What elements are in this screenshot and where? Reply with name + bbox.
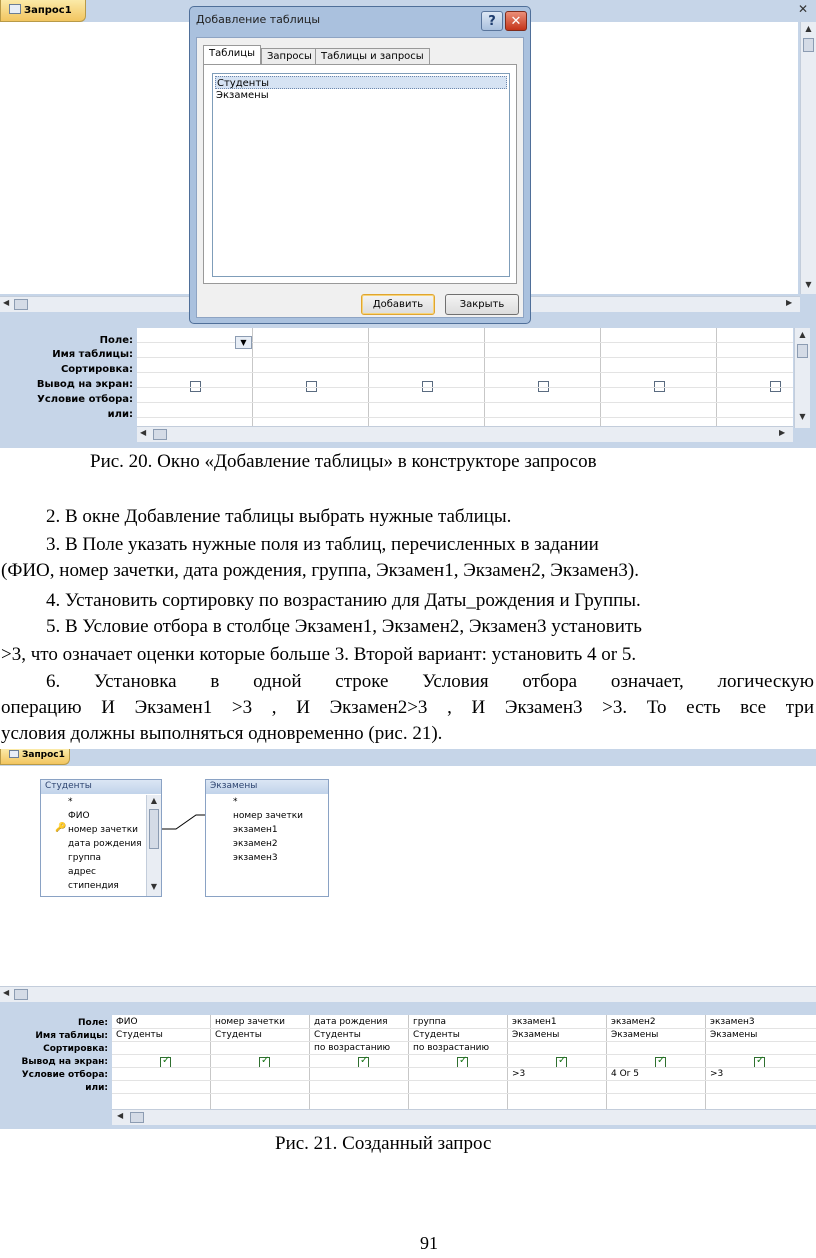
label-criteria: Условие отбора: xyxy=(37,394,133,405)
tab-queries[interactable]: Запросы xyxy=(261,48,318,65)
paragraph-4: 4. Установить сортировку по возрастанию для Даты_рождения и Группы. xyxy=(46,590,641,611)
field-item[interactable]: экзамен2 xyxy=(233,839,278,849)
scroll-left-icon[interactable]: ◀ xyxy=(3,298,10,307)
label-show: Вывод на экран: xyxy=(36,379,133,390)
list-item[interactable]: Экзамены xyxy=(216,90,269,101)
label-sort: Сортировка: xyxy=(43,1044,108,1054)
field-item[interactable]: ФИО xyxy=(68,811,90,821)
grid-row-divider xyxy=(137,417,793,418)
students-table-title[interactable]: Студенты xyxy=(41,780,161,794)
query-icon xyxy=(9,4,21,14)
grid-column-exam3[interactable] xyxy=(706,1015,816,1109)
paragraph-3-line-1: 3. В Поле указать нужные поля из таблиц, перечисленных в задании xyxy=(46,534,599,555)
field-cell[interactable]: группа xyxy=(413,1017,447,1027)
help-button[interactable]: ? xyxy=(481,11,503,31)
exams-table-box[interactable] xyxy=(205,779,329,897)
field-dropdown-icon[interactable]: ▼ xyxy=(235,336,252,349)
field-cell[interactable]: дата рождения xyxy=(314,1017,388,1027)
paragraph-5-line-1: 5. В Условие отбора в столбце Экзамен1, Экзамен2, Экзамен3 установить xyxy=(46,616,642,637)
grid-column-fio[interactable] xyxy=(112,1015,211,1109)
figure-21-caption: Рис. 21. Созданный запрос xyxy=(275,1133,492,1154)
sort-cell[interactable]: по возрастанию xyxy=(314,1043,391,1053)
scroll-up-icon[interactable]: ▲ xyxy=(805,24,812,33)
grid-row-divider xyxy=(112,1067,816,1068)
criteria-cell[interactable]: >3 xyxy=(512,1069,526,1079)
label-criteria: Условие отбора: xyxy=(21,1070,108,1080)
query-document-tab[interactable] xyxy=(0,0,86,22)
paragraph-5-line-2: >3, что означает оценки которые больше 3. Второй вариант: установить 4 or 5. xyxy=(1,644,637,665)
close-document-icon[interactable]: ✕ xyxy=(797,2,808,16)
hscroll-thumb[interactable] xyxy=(153,429,167,440)
label-field: Поле: xyxy=(77,1018,108,1028)
field-cell[interactable]: номер зачетки xyxy=(215,1017,285,1027)
hscroll-thumb[interactable] xyxy=(14,299,28,310)
paragraph-6-line-1: 6. Установка в одной строке Условия отбора означает, логическую xyxy=(46,671,814,692)
paragraph-2: 2. В окне Добавление таблицы выбрать нужные таблицы. xyxy=(46,506,512,527)
scroll-left-icon[interactable]: ◀ xyxy=(117,1111,124,1120)
hscroll-thumb[interactable] xyxy=(130,1112,144,1123)
field-cell[interactable]: экзамен3 xyxy=(710,1017,755,1027)
table-cell[interactable]: Экзамены xyxy=(512,1030,560,1040)
grid-row-divider xyxy=(112,1028,816,1029)
grid-column-record-book[interactable] xyxy=(211,1015,310,1109)
grid-horizontal-scrollbar[interactable] xyxy=(112,1109,816,1125)
paragraph-3-line-2: (ФИО, номер зачетки, дата рождения, группа, Экзамен1, Экзамен2, Экзамен3). xyxy=(1,560,639,581)
scroll-down-icon[interactable]: ▼ xyxy=(150,882,158,891)
grid-vertical-scrollbar[interactable] xyxy=(794,328,810,428)
field-item[interactable]: * xyxy=(68,797,73,807)
hscroll-thumb[interactable] xyxy=(14,989,28,1000)
query-icon xyxy=(9,750,19,758)
field-cell[interactable]: экзамен1 xyxy=(512,1017,557,1027)
dialog-close-button[interactable]: ✕ xyxy=(505,11,527,31)
table-cell[interactable]: Экзамены xyxy=(611,1030,659,1040)
scroll-down-icon[interactable]: ▼ xyxy=(805,280,812,289)
label-sort: Сортировка: xyxy=(60,364,133,375)
table-list[interactable] xyxy=(212,73,510,277)
paragraph-6-line-3: условия должны выполняться одновременно (рис. 21). xyxy=(1,723,443,744)
grid-column-exam1[interactable] xyxy=(508,1015,607,1109)
field-item[interactable]: номер зачетки xyxy=(68,825,138,835)
grid-row-divider xyxy=(137,357,793,358)
exams-table-title[interactable]: Экзамены xyxy=(206,780,328,794)
scroll-left-icon[interactable]: ◀ xyxy=(140,428,147,437)
field-item[interactable]: стипендия xyxy=(68,881,119,891)
dialog-title: Добавление таблицы xyxy=(196,13,321,26)
criteria-cell[interactable]: >3 xyxy=(710,1069,724,1079)
grid-column-exam2[interactable] xyxy=(607,1015,706,1109)
scroll-up-icon[interactable]: ▲ xyxy=(150,796,158,805)
paragraph-6-line-2: операцию И Экзамен1 >3 , И Экзамен2>3 , И Экзамен3 >3. То есть все три xyxy=(1,697,814,718)
field-item[interactable]: экзамен1 xyxy=(233,825,278,835)
scroll-thumb[interactable] xyxy=(797,344,808,358)
scroll-left-icon[interactable]: ◀ xyxy=(3,988,10,997)
table-cell[interactable]: Экзамены xyxy=(710,1030,758,1040)
table-scrollbar[interactable] xyxy=(146,795,161,896)
scroll-thumb[interactable] xyxy=(803,38,814,52)
figure-21-screenshot xyxy=(0,749,816,1129)
grid-row-divider xyxy=(137,387,793,388)
pane-splitter[interactable] xyxy=(0,1002,816,1012)
label-table-name: Имя таблицы: xyxy=(52,349,133,360)
query-tab-label: Запрос1 xyxy=(22,750,65,760)
scroll-right-icon[interactable]: ▶ xyxy=(786,298,793,307)
tab-tables-and-queries[interactable]: Таблицы и запросы xyxy=(315,48,430,65)
grid-row-divider xyxy=(112,1080,816,1081)
tab-tables[interactable]: Таблицы xyxy=(203,45,261,66)
grid-row-divider xyxy=(112,1093,816,1094)
scroll-right-icon[interactable]: ▶ xyxy=(779,428,786,437)
primary-key-icon: 🔑 xyxy=(55,823,67,833)
figure-20-caption: Рис. 20. Окно «Добавление таблицы» в конструкторе запросов xyxy=(90,451,597,472)
relationship-line[interactable] xyxy=(160,809,210,839)
dialog-body xyxy=(196,37,524,318)
field-item[interactable]: дата рождения xyxy=(68,839,142,849)
tab-panel xyxy=(203,64,517,284)
grid-row-labels xyxy=(0,1015,112,1115)
field-cell[interactable]: ФИО xyxy=(116,1017,138,1027)
query-design-grid[interactable] xyxy=(112,1015,816,1109)
grid-row-divider xyxy=(112,1054,816,1055)
label-or: или: xyxy=(107,409,133,420)
table-cell[interactable]: Студенты xyxy=(116,1030,163,1040)
scroll-thumb[interactable] xyxy=(149,809,159,849)
query-tab-label: Запрос1 xyxy=(24,5,72,16)
field-item[interactable]: номер зачетки xyxy=(233,811,303,821)
criteria-cell[interactable]: 4 Or 5 xyxy=(611,1069,639,1079)
field-item[interactable]: * xyxy=(233,797,238,807)
scroll-down-icon[interactable]: ▼ xyxy=(799,412,806,421)
grid-column-group[interactable] xyxy=(409,1015,508,1109)
label-table-name: Имя таблицы: xyxy=(35,1031,108,1041)
grid-column-birth-date[interactable] xyxy=(310,1015,409,1109)
page-number: 91 xyxy=(420,1233,438,1253)
field-item[interactable]: адрес xyxy=(68,867,96,877)
label-or: или: xyxy=(85,1083,108,1093)
grid-row-divider xyxy=(137,372,793,373)
add-button[interactable]: Добавить xyxy=(361,294,435,315)
query-document-tab[interactable] xyxy=(0,749,70,765)
design-vertical-scrollbar[interactable] xyxy=(800,22,816,294)
figure-20-screenshot xyxy=(0,0,816,448)
grid-row-divider xyxy=(137,402,793,403)
grid-horizontal-scrollbar[interactable] xyxy=(137,426,793,442)
students-table-box[interactable] xyxy=(40,779,162,897)
table-cell[interactable]: Студенты xyxy=(413,1030,460,1040)
label-field: Поле: xyxy=(99,335,133,346)
field-item[interactable]: группа xyxy=(68,853,102,863)
grid-row-labels xyxy=(0,328,137,448)
label-show: Вывод на экран: xyxy=(21,1057,108,1067)
sort-cell[interactable]: по возрастанию xyxy=(413,1043,490,1053)
scroll-up-icon[interactable]: ▲ xyxy=(799,330,806,339)
field-item[interactable]: экзамен3 xyxy=(233,853,278,863)
add-table-dialog xyxy=(189,6,531,324)
table-cell[interactable]: Студенты xyxy=(215,1030,262,1040)
field-cell[interactable]: экзамен2 xyxy=(611,1017,656,1027)
grid-row-divider xyxy=(112,1041,816,1042)
close-button[interactable]: Закрыть xyxy=(445,294,519,315)
table-cell[interactable]: Студенты xyxy=(314,1030,361,1040)
list-item[interactable]: Студенты xyxy=(215,76,507,89)
design-horizontal-scrollbar[interactable] xyxy=(0,986,816,1002)
